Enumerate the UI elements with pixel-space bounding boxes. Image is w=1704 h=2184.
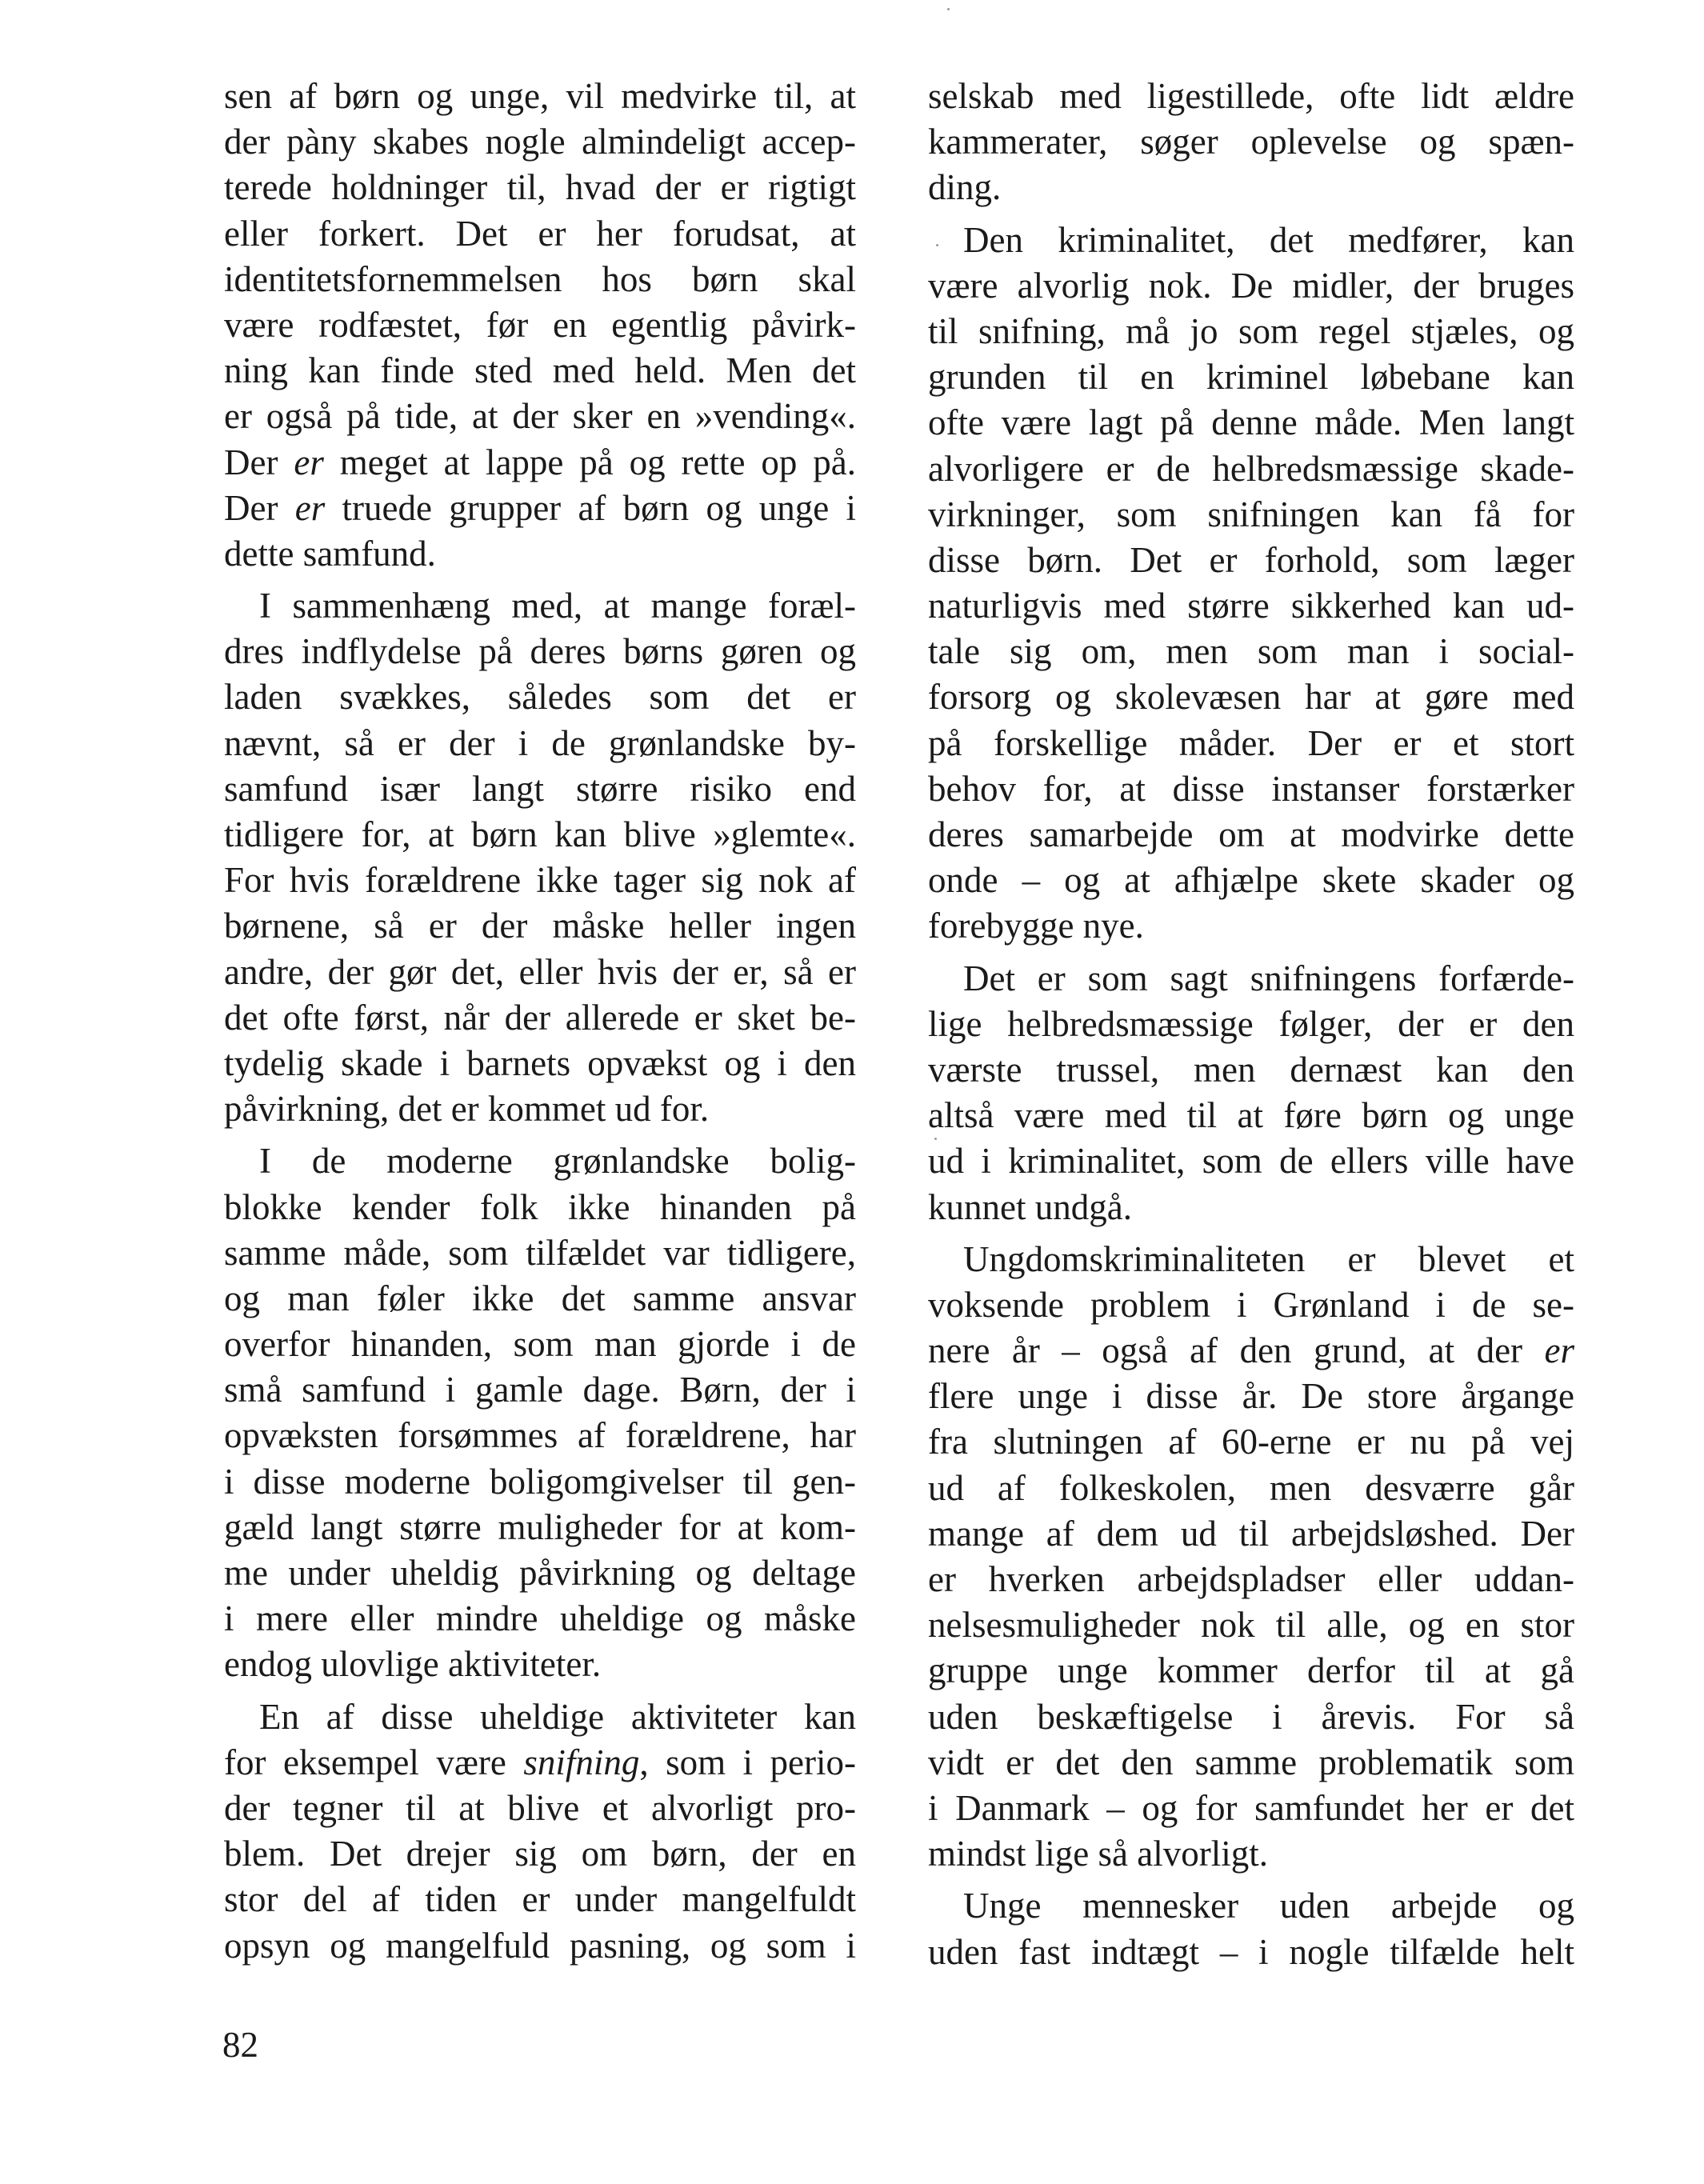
paragraph — [928, 956, 1574, 1230]
text-line: I sammenhæng med, at mange foræl- — [259, 586, 856, 626]
left-text-column — [224, 74, 856, 1975]
text-line: En af disse uheldige aktiviteter kan — [259, 1696, 856, 1737]
scan-speck — [947, 8, 950, 10]
text-line: i mere eller mindre uheldige og måske — [224, 1598, 856, 1639]
text-line: alvorligere er de helbredsmæssige skade- — [928, 448, 1574, 489]
page-number: 82 — [222, 2025, 258, 2065]
text-line: uden fast indtægt – i nogle tilfælde helt — [928, 1931, 1574, 1972]
paragraph — [224, 583, 856, 1132]
text-line: ofte være lagt på denne måde. Men langt — [928, 402, 1574, 443]
emphasis-text: er — [1544, 1330, 1574, 1371]
text-line: tidligere for, at børn kan blive »glemte«. — [224, 814, 856, 854]
text-line: dette samfund. — [224, 533, 436, 574]
text-line: voksende problem i Grønland i de se- — [928, 1284, 1574, 1325]
text-segment: Der — [224, 442, 294, 482]
text-line: ning kan finde sted med held. Men det — [224, 350, 856, 391]
text-line: opsyn og mangelfuld pasning, og som i — [224, 1925, 856, 1966]
text-line: grunden til en kriminel løbebane kan — [928, 357, 1574, 398]
text-line: stor del af tiden er under mangelfuldt — [224, 1879, 856, 1920]
text-line: altså være med til at føre børn og unge — [928, 1095, 1574, 1136]
text-line: tydelig skade i barnets opvækst og i den — [224, 1042, 856, 1083]
paragraph — [928, 74, 1574, 211]
text-line: behov for, at disse instanser forstærker — [928, 768, 1574, 809]
text-line: ud af folkeskolen, men desværre går — [928, 1467, 1574, 1508]
text-line: Det er som sagt snifningens forfærde- — [963, 958, 1574, 998]
text-line: fra slutningen af 60-erne er nu på vej — [928, 1422, 1574, 1462]
scan-speck — [936, 244, 938, 246]
text-line: For hvis forældrene ikke tager sig nok af — [224, 860, 856, 901]
text-line: nelsesmuligheder nok til alle, og en stor — [928, 1605, 1574, 1646]
paragraph — [224, 1138, 856, 1687]
text-line: Den kriminalitet, det medfører, kan — [963, 219, 1574, 260]
paragraph — [224, 74, 856, 577]
text-segment: nere år – også af den grund, at der — [928, 1330, 1545, 1371]
emphasis-text: er — [294, 442, 324, 482]
text-line: det ofte først, når der allerede er sket be- — [224, 997, 856, 1038]
text-line: disse børn. Det er forhold, som læger — [928, 539, 1574, 580]
text-line: tale sig om, men som man i social- — [928, 631, 1574, 672]
text-line: me under uheldig påvirkning og deltage — [224, 1553, 856, 1593]
text-line: deres samarbejde om at modvirke dette — [928, 814, 1574, 854]
text-line: være rodfæstet, før en egentlig påvirk- — [224, 304, 856, 345]
text-line: vidt er det den samme problematik som — [928, 1742, 1574, 1782]
text-line: overfor hinanden, som man gjorde i de — [224, 1324, 856, 1365]
text-segment: Der — [224, 487, 295, 528]
text-line: identitetsfornemmelsen hos børn skal — [224, 258, 856, 299]
text-segment: , som i perio- — [639, 1742, 856, 1782]
text-line: endog ulovlige aktiviteter. — [224, 1644, 602, 1685]
text-line: lige helbredsmæssige følger, der er den — [928, 1003, 1574, 1044]
text-line — [224, 486, 856, 531]
right-text-column — [928, 74, 1574, 1982]
scan-speck — [934, 1138, 937, 1140]
text-line: ud i kriminalitet, som de ellers ville have — [928, 1141, 1574, 1182]
text-line: sen af børn og unge, vil medvirke til, at — [224, 76, 856, 116]
text-segment: truede grupper af børn og unge i — [325, 487, 856, 528]
paragraph — [224, 1694, 856, 1969]
text-line: samfund især langt større risiko end — [224, 768, 856, 809]
text-line: andre, der gør det, eller hvis der er, så er — [224, 951, 856, 992]
text-segment: meget at lappe på og rette op på. — [323, 442, 856, 482]
text-line: små samfund i gamle dage. Børn, der i — [224, 1370, 856, 1410]
text-line — [224, 1740, 856, 1786]
emphasis-text: snifning — [523, 1742, 640, 1782]
text-line: Unge mennesker uden arbejde og — [963, 1886, 1574, 1926]
text-line: laden svækkes, således som det er — [224, 677, 856, 718]
text-line: være alvorlig nok. De midler, der bruges — [928, 265, 1574, 306]
text-line: onde – og at afhjælpe skete skader og — [928, 860, 1574, 901]
text-line: forebygge nye. — [928, 906, 1144, 946]
text-line: terede holdninger til, hvad der er rigtigt — [224, 167, 856, 208]
text-line: og man føler ikke det samme ansvar — [224, 1278, 856, 1318]
text-line: i disse moderne boligomgivelser til gen- — [224, 1461, 856, 1502]
text-line: kammerater, søger oplevelse og spæn- — [928, 122, 1574, 162]
text-line: samme måde, som tilfældet var tidligere, — [224, 1232, 856, 1273]
text-line — [928, 1328, 1574, 1374]
text-line: mange af dem ud til arbejdsløshed. Der — [928, 1513, 1574, 1554]
text-line: værste trussel, men dernæst kan den — [928, 1049, 1574, 1090]
text-line: blem. Det drejer sig om børn, der en — [224, 1834, 856, 1874]
text-line: opvæksten forsømmes af forældrene, har — [224, 1415, 856, 1456]
text-line: mindst lige så alvorligt. — [928, 1834, 1268, 1874]
text-line: flere unge i disse år. De store årgange — [928, 1376, 1574, 1417]
paragraph — [928, 1883, 1574, 1974]
text-line: selskab med ligestillede, ofte lidt ældre — [928, 76, 1574, 116]
text-line: gæld langt større muligheder for at kom- — [224, 1506, 856, 1547]
text-line: kunnet undgå. — [928, 1186, 1132, 1227]
text-line: ding. — [928, 167, 1002, 208]
text-line: der pàny skabes nogle almindeligt accep- — [224, 122, 856, 162]
text-line: gruppe unge kommer derfor til at gå — [928, 1650, 1574, 1691]
paragraph — [928, 218, 1574, 950]
text-segment: for eksempel være — [224, 1742, 524, 1782]
emphasis-text: er — [294, 487, 326, 528]
paragraph — [928, 1237, 1574, 1878]
text-line: dres indflydelse på deres børns gøren og — [224, 631, 856, 672]
text-line: virkninger, som snifningen kan få for — [928, 494, 1574, 534]
text-line: eller forkert. Det er her forudsat, at — [224, 213, 856, 254]
text-line: blokke kender folk ikke hinanden på — [224, 1186, 856, 1227]
text-line — [224, 440, 856, 486]
text-line: I de moderne grønlandske bolig- — [259, 1141, 856, 1182]
text-line: Ungdomskriminaliteten er blevet et — [963, 1238, 1574, 1279]
text-line: i Danmark – og for samfundet her er det — [928, 1787, 1574, 1828]
text-line: påvirkning, det er kommet ud for. — [224, 1089, 710, 1130]
text-line: er hverken arbejdspladser eller uddan- — [928, 1559, 1574, 1599]
text-line: børnene, så er der måske heller ingen — [224, 906, 856, 946]
text-line: naturligvis med større sikkerhed kan ud- — [928, 586, 1574, 626]
text-line: er også på tide, at der sker en »vending«. — [224, 396, 856, 437]
text-line: nævnt, så er der i de grønlandske by- — [224, 722, 856, 763]
text-line: der tegner til at blive et alvorligt pro- — [224, 1787, 856, 1828]
text-line: til snifning, må jo som regel stjæles, og — [928, 310, 1574, 351]
text-line: forsorg og skolevæsen har at gøre med — [928, 677, 1574, 718]
text-line: på forskellige måder. Der er et stort — [928, 722, 1574, 763]
text-line: uden beskæftigelse i årevis. For så — [928, 1696, 1574, 1737]
